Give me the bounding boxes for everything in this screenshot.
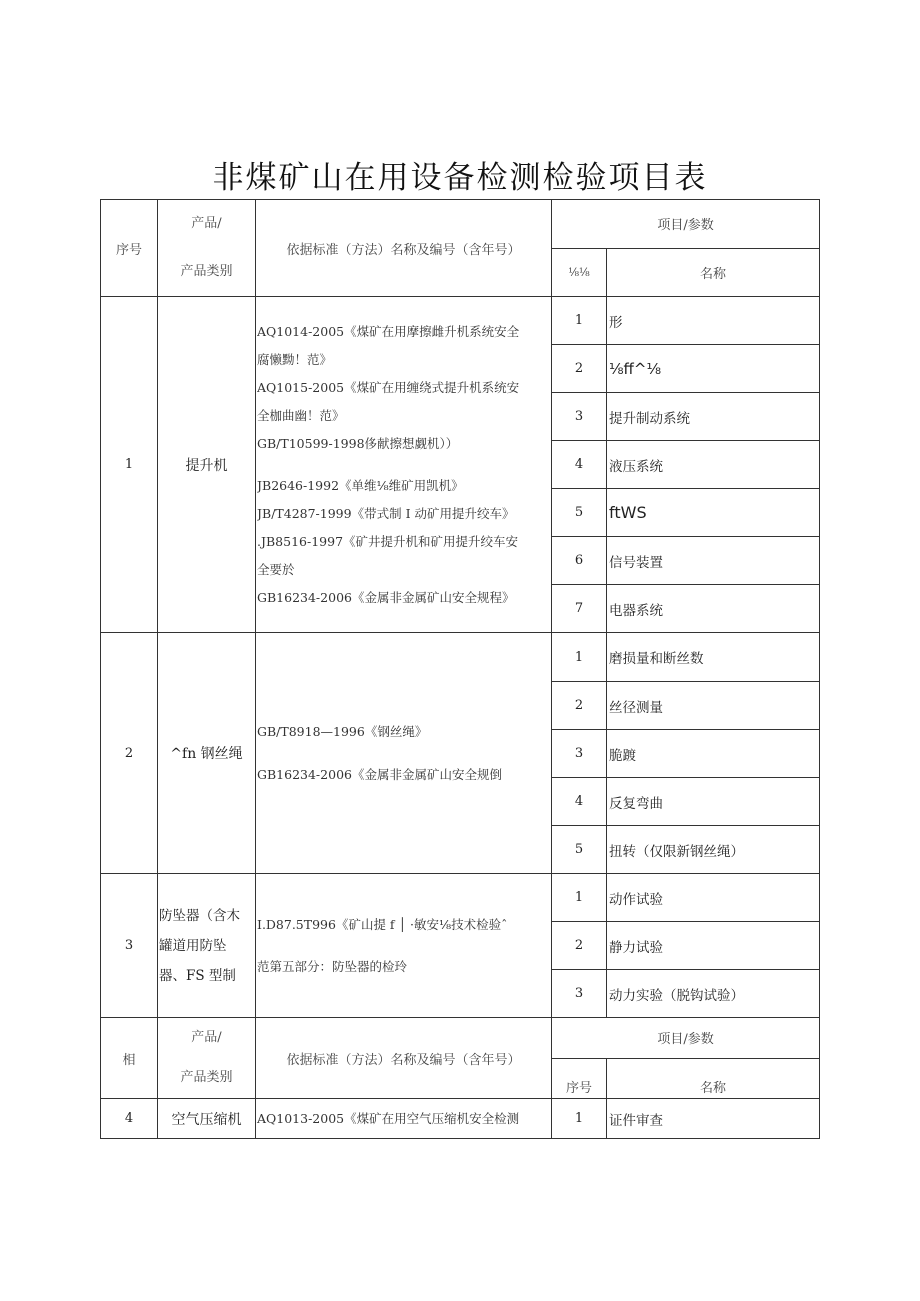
item-no: 5	[552, 489, 607, 537]
header-repeat-items: 项目/参数	[552, 1018, 820, 1059]
item-name: 证件审查	[607, 1099, 820, 1139]
item-name: 电器系统	[607, 585, 820, 633]
item-no: 2	[552, 345, 607, 393]
row-standard-4: AQ1013-2005《煤矿在用空气压缩机安全检测	[256, 1099, 552, 1139]
header-item-no: ⅛⅛	[552, 248, 607, 297]
standard-line: JB/T4287-1999《带式制 I 动矿用提升绞车》	[257, 505, 515, 521]
item-name: 扭转（仅限新钢丝绳）	[607, 826, 820, 874]
item-name: 脆踱	[607, 730, 820, 778]
item-name: 液压系统	[607, 441, 820, 489]
item-name: ftWS	[607, 489, 820, 537]
header-category	[158, 200, 256, 297]
item-no: 5	[552, 826, 607, 874]
item-name: 丝径测量	[607, 682, 820, 730]
item-name: 反复弯曲	[607, 778, 820, 826]
standard-line: 全要於	[257, 561, 295, 577]
row-standards-2	[256, 633, 552, 874]
category-line: 罐道用防坠	[159, 937, 227, 954]
row-seq-3: 3	[101, 874, 158, 1018]
row-seq-2: 2	[101, 633, 158, 874]
category-line: 器、FS 型制	[159, 967, 236, 984]
row-standards-1	[256, 297, 552, 633]
standard-line: JB2646-1992《单维⅛维矿用凯机》	[257, 477, 464, 493]
standard-line: GB16234-2006《金属非金属矿山安全规倒	[257, 767, 502, 782]
header-repeat-item-no: 序号	[552, 1058, 607, 1099]
row-category-2: ^fn 钢丝绳	[158, 633, 256, 874]
standard-line: GB/T8918—1996《钢丝绳》	[257, 724, 428, 739]
header-repeat-seq: 相	[101, 1018, 158, 1099]
header-category-line2: 产品类别	[180, 264, 233, 279]
item-no: 1	[552, 633, 607, 682]
item-name: 形	[607, 297, 820, 345]
item-name: 信号装置	[607, 537, 820, 585]
row-seq-4: 4	[101, 1099, 158, 1139]
header-standard: 依据标准（方法）名称及编号（含年号）	[256, 200, 552, 297]
item-no: 3	[552, 730, 607, 778]
item-name: 动作试验	[607, 874, 820, 922]
item-name: 提升制动系统	[607, 393, 820, 441]
item-no: 3	[552, 393, 607, 441]
row-category-4: 空气压缩机	[158, 1099, 256, 1139]
standard-gap	[257, 458, 550, 472]
item-no: 2	[552, 682, 607, 730]
standard-line: GB16234-2006《金属非金属矿山安全规程》	[257, 589, 515, 605]
header-repeat-category	[158, 1018, 256, 1099]
item-no: 4	[552, 441, 607, 489]
standard-line: .JB8516-1997《矿井提升机和矿用提升绞车安	[257, 533, 519, 549]
item-name: ⅛ff^⅛	[607, 345, 820, 393]
header-repeat-item-name: 名称	[607, 1058, 820, 1099]
header-repeat-standard: 依据标准（方法）名称及编号（含年号）	[256, 1018, 552, 1099]
standard-gap	[257, 939, 550, 953]
header-items: 项目/参数	[552, 200, 820, 249]
item-name: 磨损量和断丝数	[607, 633, 820, 682]
category-line: 防坠器（含木	[159, 907, 240, 924]
header-category-line1: 产品/	[191, 216, 222, 231]
row-seq-1: 1	[101, 297, 158, 633]
standard-line: AQ1014-2005《煤矿在用摩擦雌升机系统安全	[257, 323, 520, 339]
standard-line: I.D87.5T996《矿山提 f │ ·敏安⅛技术检验ˆ	[257, 916, 508, 932]
standard-line: 全枷曲幽！范》	[257, 407, 345, 423]
header-repeat-category-line2: 产品类别	[180, 1070, 233, 1085]
item-no: 1	[552, 874, 607, 922]
standard-gap	[257, 746, 550, 760]
standard-line: AQ1015-2005《煤矿在用缠绕式提升机系统安	[257, 379, 520, 395]
inspection-table	[100, 199, 820, 1139]
row-standards-3	[256, 874, 552, 1018]
item-no: 3	[552, 970, 607, 1018]
page-title: 非煤矿山在用设备检测检验项目表	[212, 160, 708, 196]
item-name: 动力实验（脱钩试验）	[607, 970, 820, 1018]
item-no: 1	[552, 1099, 607, 1139]
item-no: 1	[552, 297, 607, 345]
standard-line: 范第五部分：防坠器的检玲	[257, 958, 408, 974]
item-no: 2	[552, 922, 607, 970]
header-seq: 序号	[101, 200, 158, 297]
item-no: 7	[552, 585, 607, 633]
item-name: 静力试验	[607, 922, 820, 970]
standard-line: 腐懒黝！范》	[257, 351, 333, 367]
standard-line: GB/T10599-1998侈献擦想觑机））	[257, 435, 459, 451]
header-item-name: 名称	[607, 248, 820, 297]
item-no: 4	[552, 778, 607, 826]
item-no: 6	[552, 537, 607, 585]
header-repeat-category-line1: 产品/	[191, 1030, 222, 1045]
row-category-3	[158, 874, 256, 1018]
row-category-1: 提升机	[158, 297, 256, 633]
